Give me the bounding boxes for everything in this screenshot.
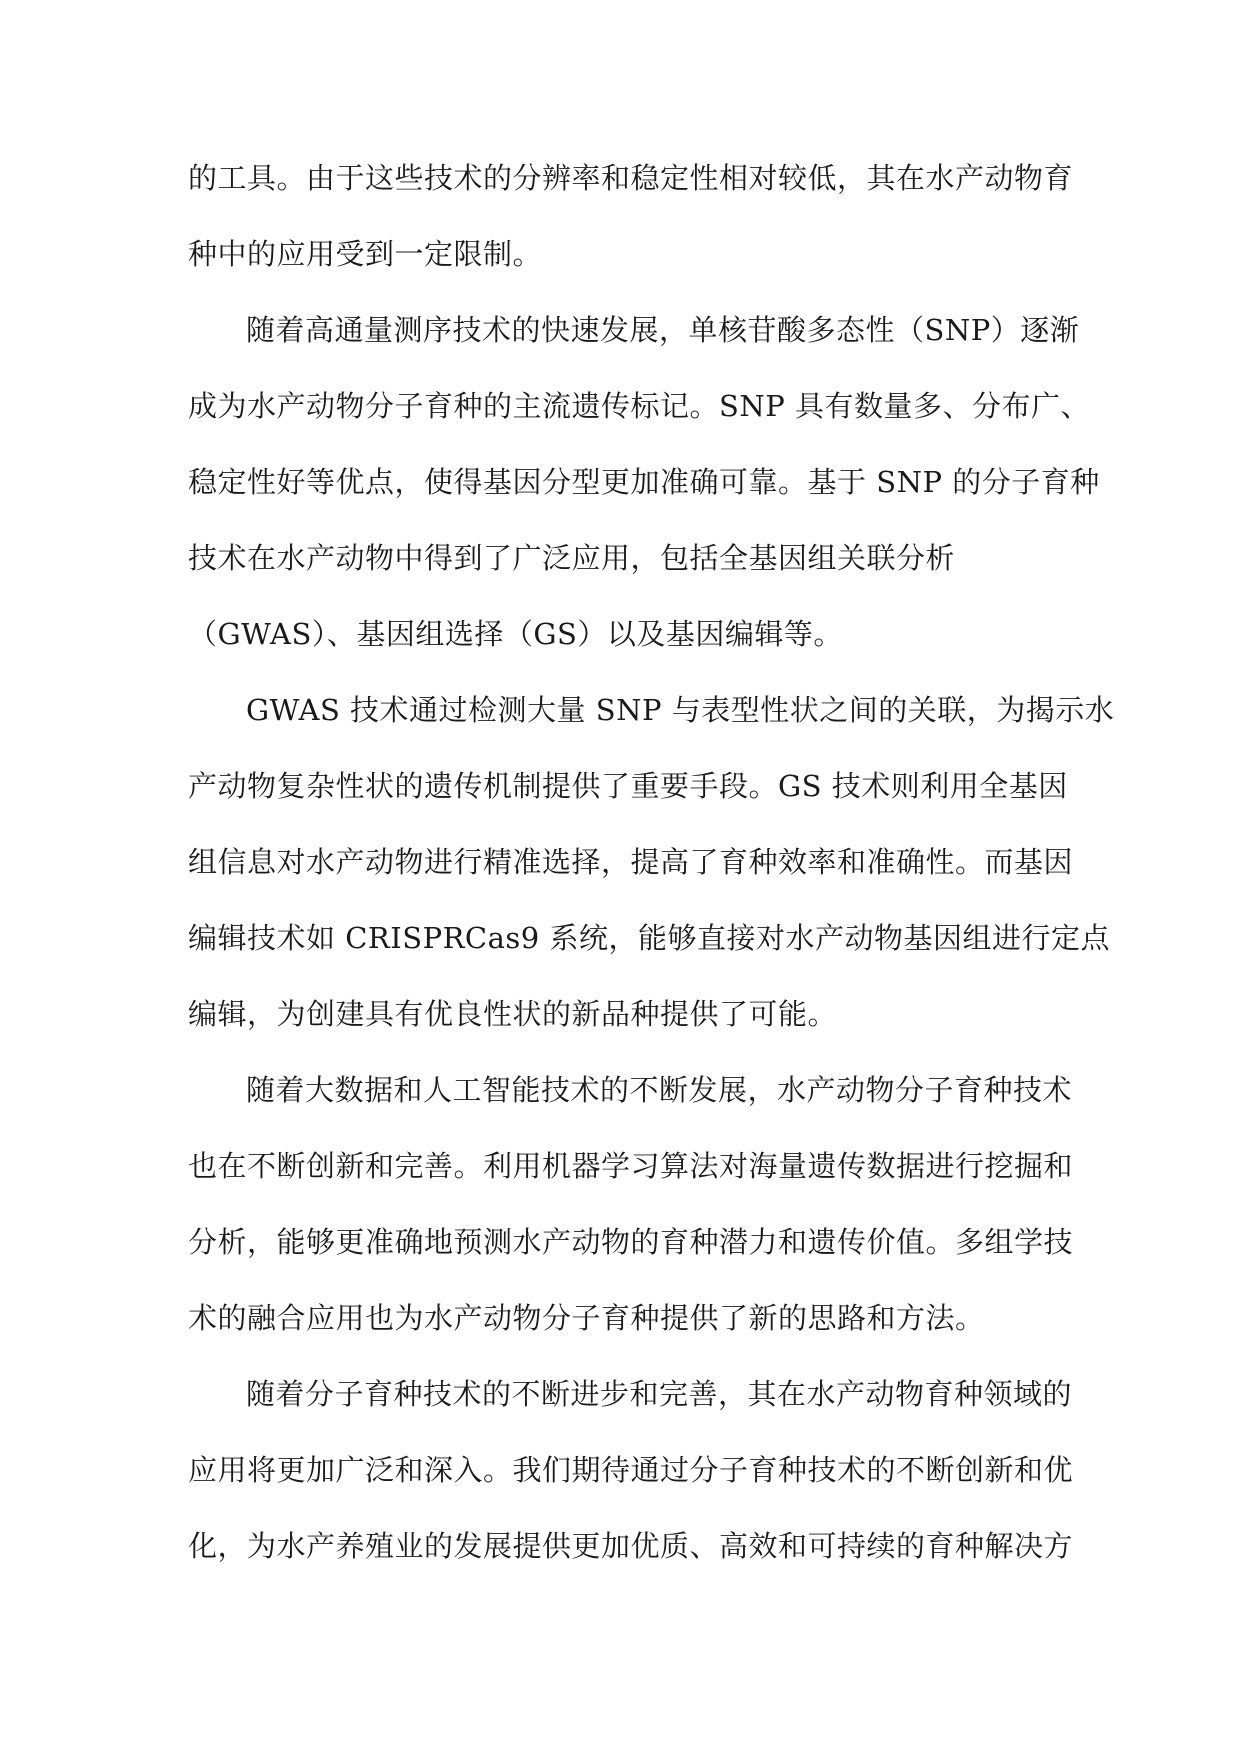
text-line: 成为水产动物分子育种的主流遗传标记。SNP 具有数量多、分布广、: [188, 389, 1090, 423]
text-line: 编辑，为创建具有优良性状的新品种提供了可能。: [188, 997, 838, 1031]
text-line: 编辑技术如 CRISPRCas9 系统，能够直接对水产动物基因组进行定点: [188, 921, 1110, 955]
text-line: 应用将更加广泛和深入。我们期待通过分子育种技术的不断创新和优: [188, 1453, 1074, 1487]
paragraph-start-line: 随着高通量测序技术的快速发展，单核苷酸多态性（SNP）逐渐: [246, 313, 1080, 347]
body-text: [188, 140, 1115, 1584]
paragraph-start-line: 随着分子育种技术的不断进步和完善，其在水产动物育种领域的: [246, 1377, 1073, 1411]
text-line: 种中的应用受到一定限制。: [188, 237, 543, 271]
paragraph-start-line: GWAS 技术通过检测大量 SNP 与表型性状之间的关联，为揭示水: [246, 693, 1115, 727]
text-line: （GWAS）、基因组选择（GS）以及基因编辑等。: [188, 617, 843, 651]
text-line: 稳定性好等优点，使得基因分型更加准确可靠。基于 SNP 的分子育种: [188, 465, 1100, 499]
text-line: 的工具。由于这些技术的分辨率和稳定性相对较低，其在水产动物育: [188, 161, 1074, 195]
paragraph-start-line: 随着大数据和人工智能技术的不断发展，水产动物分子育种技术: [246, 1073, 1073, 1107]
text-line: 分析，能够更准确地预测水产动物的育种潜力和遗传价值。多组学技: [188, 1225, 1074, 1259]
text-line: 组信息对水产动物进行精准选择，提高了育种效率和准确性。而基因: [188, 845, 1074, 879]
text-line: 术的融合应用也为水产动物分子育种提供了新的思路和方法。: [188, 1301, 985, 1335]
text-line: 也在不断创新和完善。利用机器学习算法对海量遗传数据进行挖掘和: [188, 1149, 1074, 1183]
text-line: 化，为水产养殖业的发展提供更加优质、高效和可持续的育种解决方: [188, 1529, 1074, 1563]
text-line: 技术在水产动物中得到了广泛应用，包括全基因组关联分析: [188, 541, 956, 575]
text-line: 产动物复杂性状的遗传机制提供了重要手段。GS 技术则利用全基因: [188, 769, 1068, 803]
